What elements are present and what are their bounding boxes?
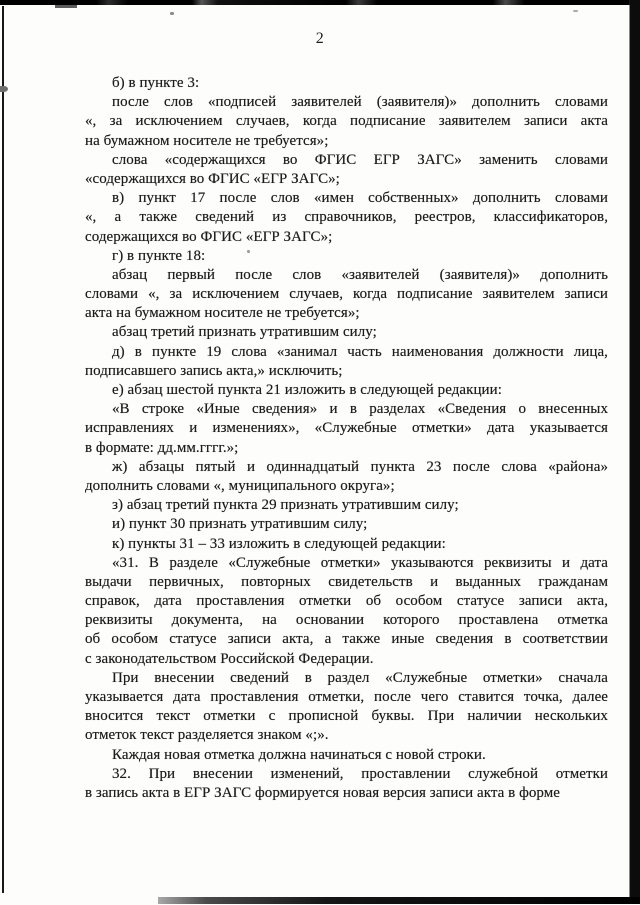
scan-edge-top — [0, 0, 640, 5]
text-line: «, за исключением случаев, когда подписание заявителем записи акта — [85, 113, 608, 130]
text-line: абзац третий признать утратившим силу; — [112, 324, 377, 341]
text-line: Каждая новая отметка должна начинаться с новой строки. — [112, 746, 486, 763]
text-line: При внесении сведений в раздел «Служебные отметки» сначала — [112, 669, 608, 686]
text-line: об особом статусе записи акта, а также иные сведения в соответствии — [85, 631, 608, 648]
text-line: «В строке «Иные сведения» и в разделах «Сведения о внесенных — [112, 401, 608, 418]
text-line: к) пункты 31 – 33 изложить в следующей редакции: — [112, 535, 446, 552]
text-line: е) абзац шестой пункта 21 изложить в следующей редакции: — [112, 382, 502, 398]
text-line: акта на бумажном носителе не требуется»; — [85, 305, 360, 322]
text-line: «, а также сведений из справочников, реестров, классификаторов, — [85, 209, 608, 226]
text-line: реквизиты документа, на основании которого проставлена отметка — [85, 612, 608, 629]
text-line: с законодательством Российской Федерации. — [85, 650, 374, 667]
text-line: б) в пункте 3: — [112, 75, 200, 91]
scan-edge-bottom — [158, 897, 640, 904]
text-line: и) пункт 30 признать утратившим силу; — [112, 516, 368, 533]
text-line: после слов «подписей заявителей (заявителя)» дополнить словами — [112, 94, 608, 111]
text-line: справок, дата проставления отметки об особом статусе записи акта, — [85, 593, 608, 610]
text-line: отметок текст разделяется знаком «;». — [85, 727, 329, 744]
scan-edge-left — [2, 6, 4, 893]
scan-edge-right — [630, 0, 640, 898]
document-body — [85, 74, 608, 803]
text-line: выдачи первичных, повторных свидетельств и выданных гражданам — [85, 573, 608, 590]
text-line: в формате: дд.мм.гггг.»; — [85, 439, 239, 456]
scan-speck — [0, 86, 8, 92]
page-number: 2 — [315, 30, 325, 47]
text-line: абзац первый после слов «заявителей (заявителя)» дополнить — [112, 266, 608, 283]
scan-speck — [170, 12, 174, 15]
text-line: содержащихся во ФГИС «ЕГР ЗАГС»; — [85, 228, 333, 245]
text-line: з) абзац третий пункта 29 признать утратившим силу; — [112, 497, 459, 514]
text-line: дополнить словами «, муниципального округа»; — [85, 477, 395, 494]
text-line: на бумажном носителе не требуется»; — [85, 132, 329, 149]
text-line: «31. В разделе «Служебные отметки» указываются реквизиты и дата — [112, 554, 608, 571]
text-line: в) пункт 17 после слов «имен собственных» дополнить словами — [112, 190, 608, 207]
text-line: исправлениях и изменениях», «Служебные отметки» дата указывается — [85, 420, 608, 437]
scan-speck — [55, 5, 77, 8]
text-line: ж) абзацы пятый и одиннадцатый пункта 23 после слова «района» — [112, 458, 608, 475]
text-line: г) в пункте 18: — [112, 247, 206, 264]
text-line: указывается дата проставления отметки, после чего ставится точка, далее — [85, 689, 608, 705]
text-line: словами «, за исключением случаев, когда подписание заявителем записи — [85, 286, 608, 303]
text-line: слова «содержащихся во ФГИС ЕГР ЗАГС» заменить словами — [112, 151, 608, 168]
text-line: «содержащихся во ФГИС «ЕГР ЗАГС»; — [85, 170, 340, 187]
text-line: д) в пункте 19 слова «занимал часть наименования должности лица, — [112, 343, 608, 360]
text-line: в запись акта в ЕГР ЗАГС формируется новая версия записи акта в форме — [85, 784, 560, 801]
text-line: вносится текст отметки с прописной буквы. При наличии нескольких — [85, 708, 608, 725]
text-line: подписавшего запись акта,» исключить; — [85, 362, 343, 379]
text-line: 32. При внесении изменений, проставлении служебной отметки — [112, 765, 608, 782]
scan-speck — [573, 10, 578, 12]
